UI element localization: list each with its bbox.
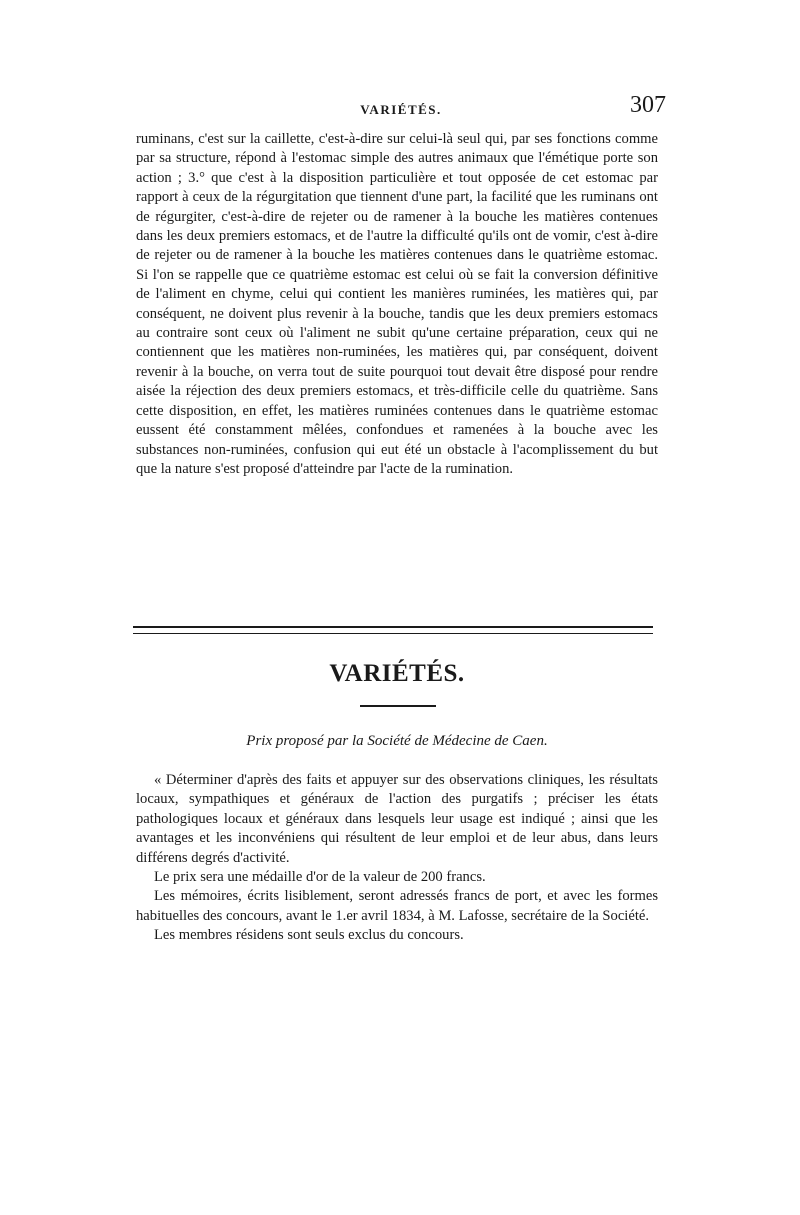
- running-title: VARIÉTÉS.: [360, 102, 442, 117]
- continuation-text: ruminans, c'est sur la caillette, c'est-à-dire sur celui-là seul qui, par ses fonctions comme par sa structure, répond à l'estomac simple des autres animaux que l'émétique porte son action ; 3.° que c'est à la disposition particulière et tout opposée de cet estomac par rapport à ceux de la régurgitation que tiennent d'une part, la facilité que les ruminans ont de régurgiter, c'est-à-dire de rejeter ou de ramener à la bouche les matières contenues dans les deux premiers estomacs, et de l'autre la difficulté qu'ils ont de vomir, c'est à-dire de rejeter ou de ramener à la bouche les matières contenues dans le quatrième estomac. Si l'on se rappelle que ce quatrième estomac est celui où se fait la conversion définitive de l'aliment en chyme, celui qui contient les manières ruminées, les matières qui, par conséquent, ne doivent plus revenir à la bouche, tandis que les deux premiers estomacs au contraire sont ceux où l'aliment ne subit qu'une certaine préparation, ceux qui ne contiennent que les matières non-ruminées, les matières qui, par conséquent, doivent revenir à la bouche, on verra tout de suite pourquoi tout devait être disposé pour rendre aisée la réjection des deux premiers estomacs, et très-difficile celle du quatrième. Sans cette disposition, en effet, les matières ruminées contenues dans le quatrième estomac eussent été constamment mêlées, confondues et ramenées à la bouche avec les substances non-ruminées, confusion qui eut été un obstacle à l'acomplissement du but que la nature s'est proposé d'atteindre par l'acte de la rumination.: [136, 131, 658, 477]
- prize-announcement: [136, 771, 658, 946]
- prize-paragraph: Les membres résidens sont seuls exclus du concours.: [154, 927, 464, 944]
- prize-paragraph: « Déterminer d'après des faits et appuyer sur des observations cliniques, les résultats locaux, sympathiques et généraux de l'action des purgatifs ; préciser les états pathologiques locaux et généraux dans lesquels leur usage est indiqué ; ainsi que les avantages et les inconvéniens qui résultent de leur emploi et de leur abus, dans leurs différens degrés d'activité.: [136, 772, 658, 866]
- running-head: [136, 92, 666, 122]
- title-underline: [360, 705, 436, 707]
- continuation-paragraph: [136, 130, 658, 479]
- section-title: VARIÉTÉS.: [329, 660, 465, 687]
- section-subtitle: Prix proposé par la Société de Médecine de Caen.: [246, 733, 548, 749]
- prize-paragraph: Le prix sera une médaille d'or de la valeur de 200 francs.: [154, 869, 486, 886]
- page-number: 307: [630, 92, 666, 118]
- section-divider: [133, 626, 653, 634]
- prize-paragraph: Les mémoires, écrits lisiblement, seront adressés francs de port, et avec les formes habituelles des concours, avant le 1.er avril 1834, à M. Lafosse, secrétaire de la Société.: [136, 888, 658, 924]
